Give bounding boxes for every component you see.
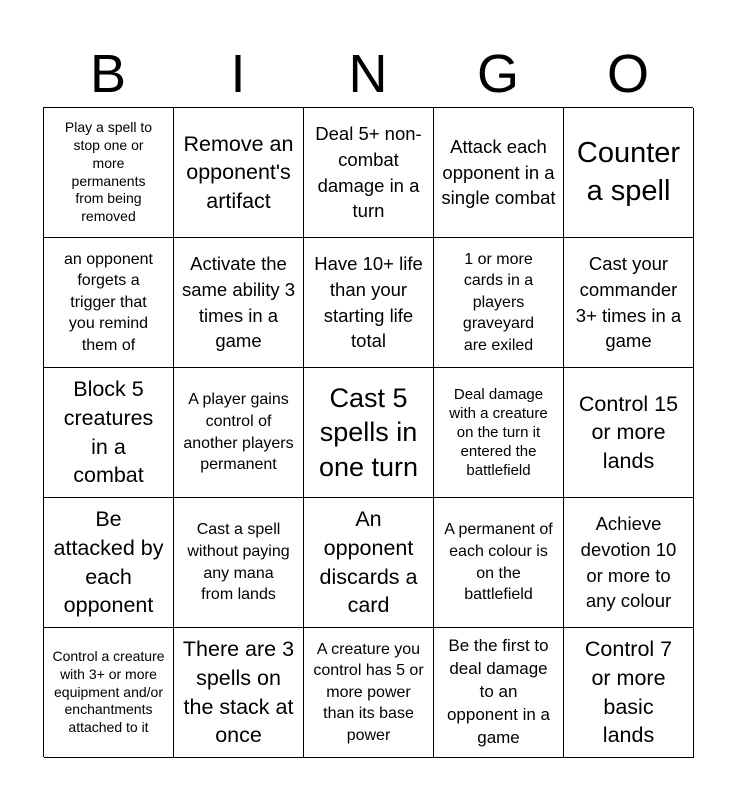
bingo-cell-r4-c4[interactable]	[434, 498, 564, 628]
bingo-cell-r2-c3[interactable]	[304, 238, 434, 368]
bingo-cell-r5-c1[interactable]	[44, 628, 174, 758]
bingo-cell-r4-c5[interactable]	[564, 498, 694, 628]
cell-text: Cast a spell without paying any mana from lands	[187, 521, 290, 604]
cell-text: 1 or more cards in a players graveyard are exiled	[462, 250, 535, 354]
bingo-header	[43, 40, 693, 108]
header-letter-g: G	[476, 44, 519, 104]
cell-text: Activate the same ability 3 times in a game	[181, 252, 296, 352]
bingo-cell-r1-c5[interactable]	[564, 108, 694, 238]
header-letter-o: O	[606, 44, 649, 104]
cell-text: Remove an opponent's artifact	[183, 131, 294, 213]
cell-text: An opponent discards a card	[319, 507, 418, 618]
header-letter-b: B	[89, 44, 127, 104]
cell-text: A creature you control has 5 or more power than its base power	[313, 640, 424, 744]
cell-text: Have 10+ life than your starting life total	[314, 252, 423, 352]
bingo-cell-r4-c1[interactable]	[44, 498, 174, 628]
bingo-cell-r3-c4[interactable]	[434, 368, 564, 498]
bingo-cell-r4-c3[interactable]	[304, 498, 434, 628]
bingo-cell-r1-c4[interactable]	[434, 108, 564, 238]
cell-text: Be the first to deal damage to an opponent in a game	[446, 636, 551, 747]
bingo-cell-r1-c1[interactable]	[44, 108, 174, 238]
header-letter-n: N	[348, 44, 388, 104]
bingo-board	[43, 107, 693, 757]
bingo-cell-r5-c4[interactable]	[434, 628, 564, 758]
bingo-cell-r5-c3[interactable]	[304, 628, 434, 758]
cell-text: Cast 5 spells in one turn	[318, 383, 419, 482]
bingo-cell-r5-c2[interactable]	[174, 628, 304, 758]
bingo-cell-r1-c3[interactable]	[304, 108, 434, 238]
cell-text: Achieve devotion 10 or more to any colour	[580, 512, 677, 612]
bingo-cell-r2-c2[interactable]	[174, 238, 304, 368]
bingo-cell-r2-c4[interactable]	[434, 238, 564, 368]
cell-text: Play a spell to stop one or more permanents from being removed	[64, 118, 153, 225]
header-letter-i: I	[230, 44, 246, 104]
cell-text: There are 3 spells on the stack at once	[182, 637, 295, 748]
bingo-cell-r3-c3[interactable]	[304, 368, 434, 498]
bingo-cell-r1-c2[interactable]	[174, 108, 304, 238]
bingo-cell-r3-c2[interactable]	[174, 368, 304, 498]
bingo-cell-r5-c5[interactable]	[564, 628, 694, 758]
cell-text: Control a creature with 3+ or more equipment and/or enchantments attached to it	[52, 647, 165, 736]
cell-text: Control 15 or more lands	[578, 391, 679, 473]
cell-text: A player gains control of another players permanent	[183, 391, 294, 474]
bingo-cell-r3-c1[interactable]	[44, 368, 174, 498]
cell-text: A permanent of each colour is on the battlefield	[444, 521, 553, 604]
cell-text: Block 5 creatures in a combat	[63, 377, 154, 488]
cell-text: Deal 5+ non-combat damage in a turn	[315, 122, 422, 222]
bingo-cell-r4-c2[interactable]	[174, 498, 304, 628]
cell-text: Deal damage with a creature on the turn it entered the battlefield	[449, 385, 548, 480]
bingo-cell-r3-c5[interactable]	[564, 368, 694, 498]
cell-text: an opponent forgets a trigger that you remind them of	[64, 250, 153, 354]
cell-text: Counter a spell	[576, 136, 681, 207]
cell-text: Attack each opponent in a single combat	[441, 135, 556, 209]
bingo-cell-r2-c1[interactable]	[44, 238, 174, 368]
cell-text: Be attacked by each opponent	[53, 507, 164, 618]
cell-text: Control 7 or more basic lands	[584, 637, 673, 748]
bingo-cell-r2-c5[interactable]	[564, 238, 694, 368]
cell-text: Cast your commander 3+ times in a game	[575, 252, 682, 352]
